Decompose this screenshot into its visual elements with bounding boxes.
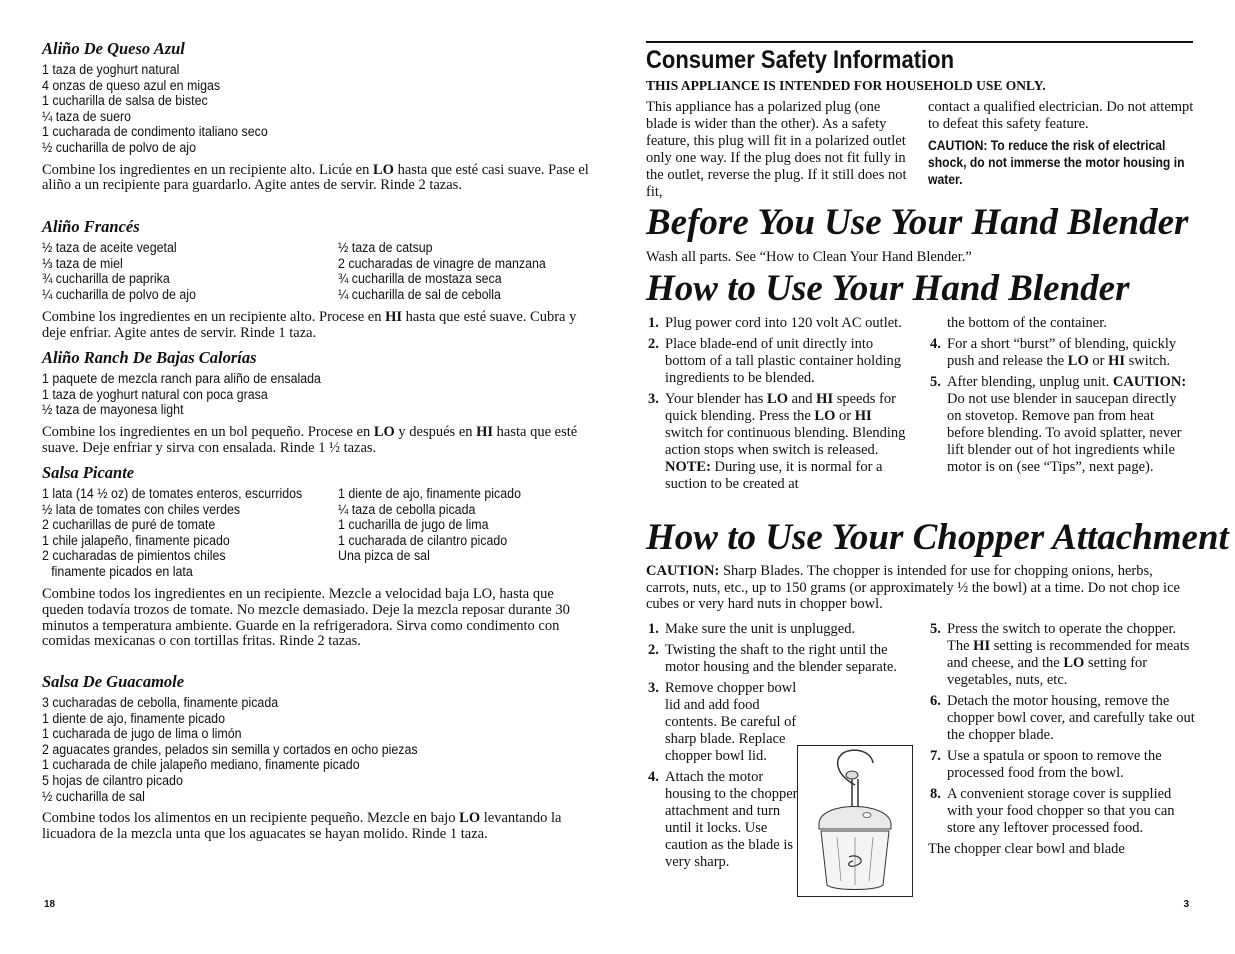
ingredient: Una pizca de sal [338, 548, 430, 564]
step-item [646, 315, 908, 332]
step-number: 1. [648, 315, 659, 331]
ingredient: 1 cucharada de jugo de lima o limón [42, 726, 242, 742]
recipe-title: Aliño Ranch De Bajas Calorías [42, 348, 257, 367]
speed-label: HI [816, 391, 834, 407]
recipe-ranch [42, 348, 590, 456]
step-text: A convenient storage cover is supplied with your food chopper so that you can store any leftover processed food. [947, 786, 1175, 836]
step-text: or [835, 408, 855, 424]
page-number: 3 [1183, 899, 1189, 910]
ingredient: 1 cucharilla de jugo de lima [338, 517, 489, 533]
ingredient: 2 aguacates grandes, pelados sin semilla y cortados en ocho piezas [42, 741, 418, 757]
step-item [646, 391, 908, 493]
step-item [646, 642, 908, 676]
chopper-heading: How to Use Your Chopper Attachment [646, 517, 1229, 558]
trailing-text: The chopper clear bowl and blade [928, 841, 1125, 857]
before-use-heading: Before You Use Your Hand Blender [646, 202, 1189, 243]
step-item [646, 621, 908, 638]
step-item [646, 336, 908, 387]
speed-label: LO [373, 423, 395, 440]
recipe-title: Aliño De Queso Azul [42, 39, 185, 58]
step-item [928, 621, 1196, 689]
instructions-text: hasta que esté suave. Cubra y deje enfriar. Agite antes de servir. Rinde 1 taza. [42, 309, 577, 341]
speed-label: HI [854, 408, 872, 424]
step-number: 1. [648, 621, 659, 637]
speed-label: HI [476, 423, 494, 440]
ingredient: 3 cucharadas de cebolla, finamente picada [42, 695, 279, 710]
ingredient: ½ taza de aceite vegetal [42, 240, 177, 255]
step-text: Use a spatula or spoon to remove the processed food from the bowl. [947, 748, 1162, 781]
speed-label: LO [814, 408, 836, 424]
hand-blender-heading: How to Use Your Hand Blender [646, 268, 1130, 309]
recipe-guacamole [42, 672, 590, 843]
recipe-title: Aliño Francés [42, 217, 140, 236]
speed-label: LO [459, 810, 481, 827]
ingredient: 1 diente de ajo, finamente picado [338, 486, 521, 501]
note-label: NOTE: [665, 459, 711, 475]
ingredient: 5 hojas de cilantro picado [42, 772, 183, 788]
step-number: 2. [648, 336, 659, 352]
recipe-instructions: Combine todos los ingredientes en un recipiente. Mezcle a velocidad baja LO, hasta que queden todavía trozos de tomate. No mezcle demasiado. Deje la mezcla reposar durante 30 minutos a temperatura ambiente. Guarde en la refrigeradora. Sirva como condimento con comidas mexicanas o con tortillas fritas. Rinde 2 tazas. [42, 586, 570, 650]
speed-label: HI [973, 638, 991, 654]
ingredient: 1 paquete de mezcla ranch para aliño de ensalada [42, 371, 321, 386]
step-item [928, 693, 1196, 744]
ingredient: ½ lata de tomates con chiles verdes [42, 501, 241, 517]
before-use-text: Wash all parts. See “How to Clean Your Hand Blender.” [646, 249, 972, 265]
ingredient: finamente picados en lata [51, 563, 193, 579]
left-page [0, 0, 617, 954]
ingredient: 1 taza de yoghurt natural [42, 62, 180, 77]
ingredient: ½ taza de mayonesa light [42, 402, 184, 418]
step-item [646, 680, 805, 765]
step-text: speeds for quick blending. Press the [665, 391, 896, 424]
caution-text: Sharp Blades. The chopper is intended for use for chopping onions, herbs, carrots, nuts, etc., up to 150 grams (or approximately ½ the bowl) at a time. Do not chop ice cubes or very hard nuts in chopper bowl. [646, 563, 1180, 612]
speed-label: LO [767, 391, 788, 407]
step-number: 3. [648, 680, 659, 696]
page-number: 18 [44, 899, 56, 910]
speed-label: LO [1063, 655, 1085, 671]
caution-label: CAUTION: [1112, 374, 1187, 390]
recipe-instructions [42, 163, 590, 195]
step-text: Make sure the unit is unplugged. [665, 621, 856, 637]
speed-label: LO [372, 161, 394, 178]
recipe-title: Salsa Picante [42, 463, 135, 482]
ingredient: 1 cucharada de cilantro picado [338, 532, 508, 548]
step-text: setting is recommended for meats and cheese, and the [947, 638, 1190, 671]
step-text: After blending, unplug unit. [947, 374, 1113, 390]
ingredient-column-left [42, 486, 325, 580]
ingredient: ⅓ taza de miel [42, 255, 123, 271]
safety-paragraph-right: contact a qualified electrician. Do not attempt to defeat this safety feature. [928, 99, 1194, 132]
ingredient: 4 onzas de queso azul en migas [42, 77, 221, 93]
step-text: setting for vegetables, nuts, etc. [947, 655, 1148, 688]
step-number: 2. [648, 642, 659, 658]
step-number: 7. [930, 748, 941, 764]
shock-caution: CAUTION: To reduce the risk of electrical shock, do not immerse the motor housing in water. [928, 138, 1185, 187]
step-text: Attach the motor housing to the chopper attachment and turn until it locks. Use caution as the blade is very sharp. [665, 769, 798, 870]
recipe-instructions [42, 811, 590, 843]
recipe-instructions [42, 310, 590, 342]
ingredient: 2 cucharadas de vinagre de manzana [338, 255, 546, 271]
ingredient: 2 cucharadas de pimientos chiles [42, 548, 226, 564]
ingredient: 1 diente de ajo, finamente picado [42, 710, 225, 726]
ingredient: ¼ cucharilla de sal de cebolla [338, 286, 501, 302]
speed-label: LO [1067, 353, 1089, 369]
speed-label: HI [1108, 353, 1126, 369]
recipe-salsa-picante [42, 463, 590, 650]
household-use-notice: THIS APPLIANCE IS INTENDED FOR HOUSEHOLD USE ONLY. [646, 78, 1046, 93]
step-item [646, 769, 805, 871]
step-continued: the bottom of the container. [947, 315, 1107, 331]
step-text: Do not use blender in saucepan directly on stovetop. Remove pan from heat before blending. To avoid splatter, never lift blender out of hot ingredients while motor is on (see “Tips”, next page). [947, 391, 1182, 475]
ingredient-column-right [338, 486, 537, 564]
step-text: Press the switch to operate the chopper. The [947, 621, 1177, 654]
right-page [617, 0, 1235, 954]
instructions-text: Combine los ingredientes en un recipiente alto. Licúe en [42, 161, 373, 178]
step-text: switch. [1125, 353, 1171, 369]
ingredient: 1 lata (14 ½ oz) de tomates enteros, escurridos [42, 486, 303, 501]
step-text: Your blender has [665, 391, 768, 407]
ingredient: ½ taza de catsup [338, 240, 433, 255]
step-item [928, 748, 1196, 782]
ingredient: 1 chile jalapeño, finamente picado [42, 532, 230, 548]
instructions-text: levantando la licuadora de la mezcla unta que los aguacates se hayan molido. Rinde 1 taza. [42, 810, 562, 842]
ingredient: 1 cucharada de condimento italiano seco [42, 124, 268, 140]
ingredient-columns [42, 240, 590, 303]
ingredient: ¼ taza de cebolla picada [338, 501, 476, 517]
safety-heading: Consumer Safety Information [646, 46, 955, 74]
speed-label: HI [385, 309, 402, 325]
instructions-text: hasta que esté casi suave. Pase el aliño a un recipiente para guardarlo. Agite antes de servir. Rinde 2 tazas. [42, 161, 589, 194]
instructions-text: hasta que esté suave. Deje enfriar y sirva con ensalada. Rinde 1 ½ tazas. [42, 423, 578, 456]
ingredient: ¾ cucharilla de paprika [42, 271, 170, 287]
ingredient: ¼ taza de suero [42, 108, 132, 124]
step-text: Twisting the shaft to the right until the motor housing and the blender separate. [665, 642, 897, 675]
step-text: Remove chopper bowl lid and add food contents. Be careful of sharp blade. Replace chopper bowl lid. [665, 680, 797, 764]
step-item [928, 374, 1194, 476]
step-text: Plug power cord into 120 volt AC outlet. [665, 315, 902, 331]
step-text: Place blade-end of unit directly into bottom of a tall plastic container holding ingredients to be blended. [665, 336, 901, 386]
instructions-text: Combine los ingredientes en un recipiente alto. Procese en [42, 309, 386, 325]
ingredient: ½ cucharilla de sal [42, 788, 145, 804]
ingredient-column-left [42, 240, 209, 302]
step-item [928, 336, 1194, 370]
step-number: 6. [930, 693, 941, 709]
ingredient: 1 cucharada de chile jalapeño mediano, finamente picado [42, 757, 360, 773]
chopper-illustration [797, 745, 913, 897]
ingredient: ¼ cucharilla de polvo de ajo [42, 286, 196, 302]
safety-column-right [928, 99, 1196, 188]
step-number: 4. [648, 769, 659, 785]
blender-steps-left [646, 315, 908, 497]
recipe-title: Salsa De Guacamole [42, 672, 185, 691]
instructions-text: y después en [394, 423, 477, 440]
ingredient: 2 cucharillas de puré de tomate [42, 517, 216, 533]
ingredient: ½ cucharilla de polvo de ajo [42, 139, 196, 155]
ingredient-column-right [338, 240, 564, 302]
recipe-instructions [42, 425, 590, 457]
step-text: Detach the motor housing, remove the chopper bowl cover, and carefully take out the chopper blade. [947, 693, 1195, 743]
instructions-text: Combine los ingredientes en un bol pequeño. Procese en [42, 423, 374, 440]
ingredient-columns [42, 486, 590, 580]
step-text: and [787, 391, 817, 407]
caution-label: CAUTION: [646, 563, 720, 579]
safety-paragraph-left: This appliance has a polarized plug (one blade is wider than the other). As a safety feature, this plug will fit in a polarized outlet only one way. If the plug does not fit fully in the outlet, reverse the plug. If it still does not fit, [646, 99, 907, 200]
ingredient: 1 taza de yoghurt natural con poca grasa [42, 386, 268, 402]
step-number: 8. [930, 786, 941, 802]
ingredient: 1 cucharilla de salsa de bistec [42, 93, 208, 109]
chopper-caution [646, 563, 1194, 613]
step-item [928, 786, 1196, 837]
step-number: 3. [648, 391, 659, 407]
step-text: For a short “burst” of blending, quickly push and release the [947, 336, 1177, 369]
top-rule [646, 41, 1193, 43]
instructions-text: Combine todos los alimentos en un recipiente pequeño. Mezcle en bajo [42, 810, 460, 827]
step-number: 4. [930, 336, 941, 352]
step-number: 5. [930, 621, 941, 637]
step-text: During use, it is normal for a suction to be created at [665, 459, 883, 492]
recipe-frances [42, 217, 590, 342]
step-text: switch for continuous blending. Blending action stops when switch is released. [665, 425, 906, 458]
step-number: 5. [930, 374, 941, 390]
ingredient: ¾ cucharilla de mostaza seca [338, 271, 502, 287]
recipe-queso-azul [42, 39, 590, 194]
step-text: or [1088, 353, 1109, 369]
chopper-steps-right [928, 621, 1196, 858]
blender-steps-right [928, 315, 1194, 480]
